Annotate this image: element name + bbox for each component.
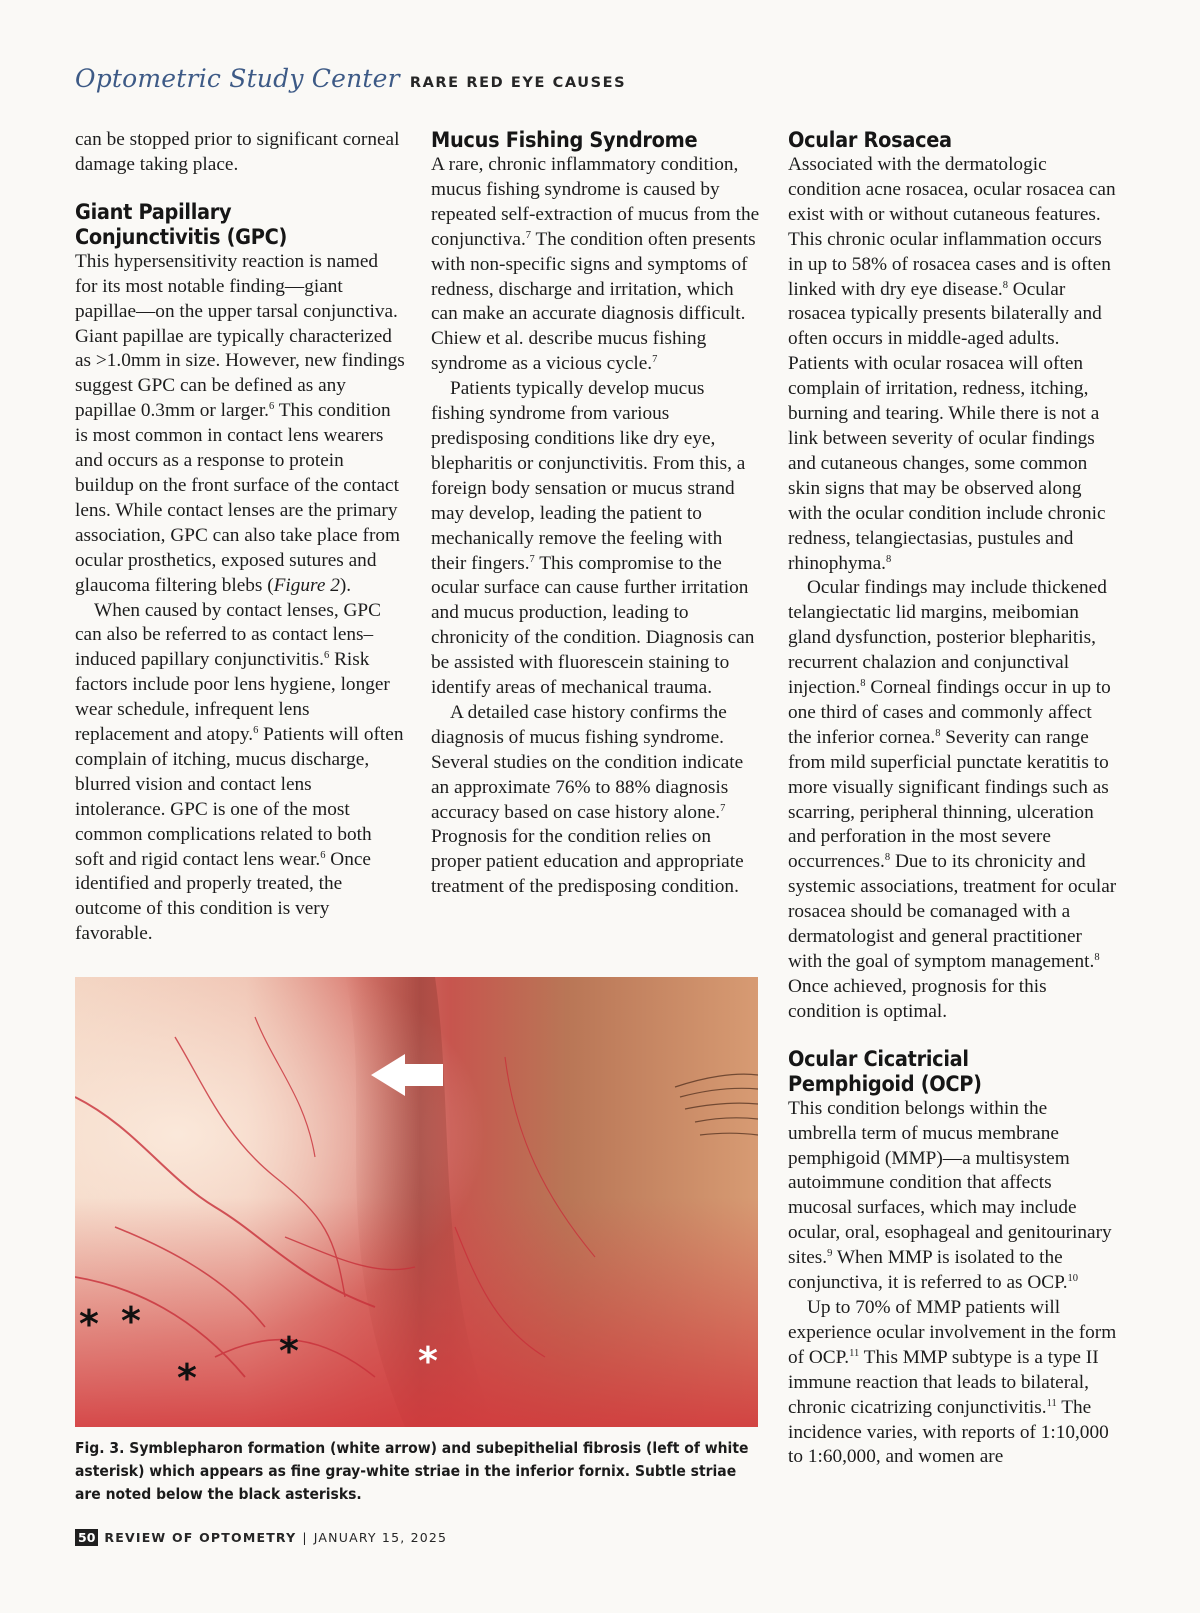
gpc-heading (75, 200, 405, 250)
publication-name: REVIEW OF OPTOMETRY (104, 1530, 297, 1545)
reference: 6 (324, 650, 330, 662)
reference: 8 (935, 727, 941, 739)
reference: 8 (886, 553, 892, 565)
figure-reference: Figure 2 (273, 574, 340, 596)
ocp-paragraph-2: Up to 70% of MMP patients will experience ocular involvement in the form of OCP.$^{11}$ This MMP subtype is a type II immune reaction that leads to bilateral, chronic cicatrizing conjunctivitis.$^{11}$ The incidence varies, with reports of 1:10,000 to 1:60,000, and women are (788, 1296, 1117, 1468)
gpc-paragraph-1: This hypersensitivity reaction is named for its most notable finding—giant papillae—on the upper tarsal conjunctiva. Giant papillae are typically characterized as >1.0mm in size. However, new findings suggest GPC can be defined as any papillae 0.3mm or larger.$^6$ This condition is most common in contact lens wearers and occurs as a response to protein buildup on the front surface of the contact lens. While contact lenses are the primary association, GPC can also take place from ocular prosthetics, exposed sutures and glaucoma filtering blebs (Figure 2). (75, 250, 405, 596)
ocp-heading-line1: Ocular Cicatricial (788, 1046, 969, 1072)
page-header (75, 64, 626, 93)
page-footer (75, 1529, 447, 1546)
rosacea-paragraph-1: Associated with the dermatologic condition acne rosacea, ocular rosacea can exist with or without cutaneous features. This chronic ocular inflammation occurs in up to 58% of rosacea cases and is often linked with dry eye disease.$^8$ Ocular rosacea typically presents bilaterally and often occurs in middle-aged adults. Patients with ocular rosacea will often complain of irritation, redness, itching, burning and tearing. While there is not a link between severity of ocular findings and cutaneous changes, some common skin signs that may be observed along with the ocular condition include chronic redness, telangiectasias, pustules and rhinophyma.$^8$ (788, 154, 1116, 574)
reference: 10 (1067, 1273, 1079, 1285)
gpc-paragraph-2: When caused by contact lenses, GPC can also be referred to as contact lens–induced papillary conjunctivitis.$^6$ Risk factors include poor lens hygiene, longer wear schedule, infrequent lens replacement and atopy.$^6$ Patients will often complain of itching, mucus discharge, blurred vision and contact lens intolerance. GPC is one of the most common complications related to both soft and rigid contact lens wear.$^6$ Once identified and properly treated, the outcome of this condition is very favorable. (75, 599, 404, 945)
black-asterisk: * (177, 1356, 197, 1400)
gpc-heading-line1: Giant Papillary (75, 199, 232, 225)
reference: 7 (529, 553, 535, 565)
mfs-paragraph-1: A rare, chronic inflammatory condition, mucus fishing syndrome is caused by repeated self-extraction of mucus from the conjunctiva.$^7$ The condition often presents with non-specific signs and symptoms of redness, discharge and irritation, which can make an accurate diagnosis difficult. Chiew et al. describe mucus fishing syndrome as a vicious cycle.$^7$ (431, 154, 760, 375)
reference: 6 (320, 849, 326, 861)
reference: 8 (884, 852, 891, 864)
black-asterisk: * (121, 1299, 141, 1343)
column-2 (431, 128, 761, 900)
mfs-paragraph-3: A detailed case history confirms the diagnosis of mucus fishing syndrome. Several studies on the condition indicate an approximate 76% to 88% diagnosis accuracy based on case history alone.$^7$ Prognosis for the condition relies on proper patient education and appropriate treatment of the predisposing condition. (431, 701, 744, 898)
ocp-paragraph-1: This condition belongs within the umbrella term of mucus membrane pemphigoid (MMP)—a multisystem autoimmune condition that affects mucosal surfaces, which may include ocular, oral, esophageal and genitourinary sites.$^9$ When MMP is isolated to the conjunctiva, it is referred to as OCP.$^{10}$ (788, 1097, 1112, 1294)
rosacea-paragraph-2: Ocular findings may include thickened telangiectatic lid margins, meibomian gland dysfunction, posterior blepharitis, recurrent chalazion and conjunctival injection.$^8$ Corneal findings occur in up to one third of cases and commonly affect the inferior cornea.$^8$ Severity can range from mild superficial punctate keratitis to more visually significant findings such as scarring, peripheral thinning, ulceration and perforation in the most severe occurrences.$^8$ Due to its chronicity and systemic associations, treatment for ocular rosacea should be comanaged with a dermatologist and general practitioner with the goal of symptom management.$^8$ Once achieved, prognosis for this condition is optimal. (788, 577, 1117, 1022)
section-topic: RARE RED EYE CAUSES (409, 75, 627, 91)
reference: 8 (1094, 952, 1100, 963)
figure-3-photo (75, 977, 758, 1427)
white-asterisk: * (418, 1339, 438, 1383)
reference: 6 (269, 401, 275, 413)
reference: 9 (827, 1248, 833, 1260)
ocp-heading (788, 1047, 1118, 1097)
column-1 (75, 128, 405, 947)
page-number: 50 (75, 1529, 98, 1546)
continued-paragraph: can be stopped prior to significant corneal damage taking place. (75, 129, 400, 175)
issue-date: JANUARY 15, 2025 (313, 1530, 448, 1545)
reference: 6 (253, 725, 259, 737)
footer-separator: | (302, 1530, 308, 1545)
mucus-fishing-heading: Mucus Fishing Syndrome (431, 128, 698, 153)
column-3 (788, 128, 1118, 1470)
reference: 8 (860, 678, 866, 690)
mfs-paragraph-2: Patients typically develop mucus fishing syndrome from various predisposing conditions like dry eye, blepharitis or conjunctivitis. From this, a foreign body sensation or mucus strand may develop, leading the patient to mechanically remove the feeling with their fingers.$^7$ This compromise to the ocular surface can cause further irritation and mucus production, leading to chronicity of the condition. Diagnosis can be assisted with fluorescein staining to identify areas of mechanical trauma. (431, 378, 755, 699)
reference: 11 (1046, 1397, 1057, 1409)
ocp-heading-line2: Pemphigoid (OCP) (788, 1071, 982, 1097)
series-title: Optometric Study Center (75, 64, 400, 93)
reference: 7 (652, 354, 658, 366)
figure-caption: Fig. 3. Symblepharon formation (white arrow) and subepithelial fibrosis (left of white asterisk) which appears as fine gray-white striae in the inferior fornix. Subtle striae are noted below the black asterisks. (75, 1439, 749, 1503)
black-asterisk: * (279, 1329, 299, 1373)
reference: 7 (525, 229, 532, 241)
black-asterisk: * (79, 1302, 99, 1346)
reference: 7 (720, 802, 726, 814)
reference: 11 (849, 1347, 860, 1359)
reference: 8 (1002, 279, 1008, 291)
gpc-heading-line2: Conjunctivitis (GPC) (75, 224, 288, 250)
ocular-rosacea-heading: Ocular Rosacea (788, 128, 952, 153)
